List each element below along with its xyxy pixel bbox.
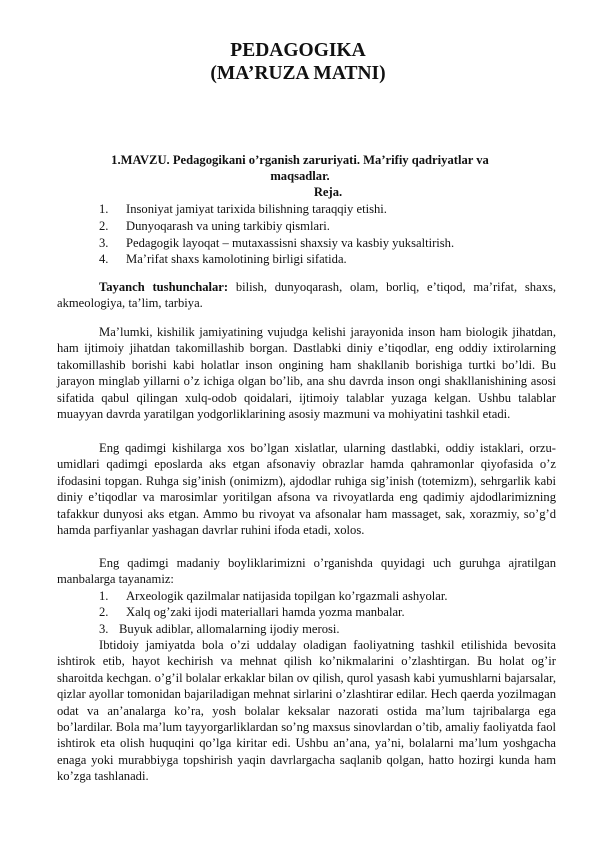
plan-heading: Reja. (313, 185, 343, 199)
topic-heading: 1.MAVZU. Pedagogikani o’rganish zaruriyati. Ma’rifiy qadriyatlar va maqsadlar. (111, 153, 489, 183)
document-title: PEDAGOGIKA (230, 40, 366, 61)
paragraph-4: Ibtidoiy jamiyatda bola o’zi uddalay oladigan faoliyatning tashkil etilishida bevosita ishtirok etib, hayot kechirish va mehnat qilish ko’nikmalarini o’zlashtirgan. Bu holat og’ir sharoitda kechgan. o’g’il bolalar erkaklar bilan ov qilish, qurol yasash kabi yumushlarni bajarsalar, qizlar ayollar tomonidan bajariladigan mehnat sirlarini o’zlashtirar edilar. Hech qaerda yozilmagan odat va an’analarga ko’ra, yosh bolalar keksalar nazorati ostida ma’lum tajribalarga ega bo’lardilar. Bola ma’lum tayyorgarliklardan so’ng maxsus sinovlardan o’tib, amaliy faoliyatda faol ishtirok eta olish huquqini qo’lga kiritar edi. Ushbu an’ana, ya’ni, bolalarni ma’lum yoshgacha enaga yoki murabbiyga topshirish yaqin davrlargacha saqlanib qolgan, hatto hozirgi kunda ham ko’zga tashlanadi. (57, 638, 556, 784)
plan-item (99, 235, 559, 252)
source-item-number: 1. (99, 589, 109, 603)
key-terms-label: Tayanch tushunchalar: (99, 280, 229, 294)
source-item (99, 621, 559, 637)
key-terms-text: bilish, dunyoqarash, olam, borliq, e’tiqod, ma’rifat, shaxs, akmeologiya, ta’lim, tarbiya. (57, 280, 557, 311)
source-item-text: Arxeologik qazilmalar natijasida topilgan ko’rgazmali ashyolar. (126, 589, 448, 603)
key-terms-paragraph (57, 279, 556, 312)
sources-list (99, 588, 559, 637)
plan-item-text: Ma’rifat shaxs kamolotining birligi sifatida. (126, 252, 347, 267)
source-item (99, 604, 559, 620)
plan-item-text: Insoniyat jamiyat tarixida bilishning taraqqiy etishi. (126, 202, 387, 216)
plan-item (99, 218, 559, 235)
plan-item-text: Dunyoqarash va uning tarkibiy qismlari. (126, 218, 330, 233)
source-item-text: Buyuk adiblar, allomalarning ijodiy merosi. (119, 621, 340, 636)
source-item-number: 2. (99, 605, 109, 620)
plan-item-text: Pedagogik layoqat – mutaxassisni shaxsiy va kasbiy yuksaltirish. (126, 235, 455, 250)
plan-item (99, 201, 559, 218)
document-subtitle: (MA’RUZA MATNI) (210, 63, 386, 84)
plan-item (99, 251, 559, 268)
plan-item-number: 1. (99, 202, 109, 216)
paragraph-1: Ma’lumki, kishilik jamiyatining vujudga kelishi jarayonida inson ham biologik jihatdan, ham ijtimoiy jihatdan takomillashib borgan. Dastlabki diniy e’tiqodlar, eng oddiy ixtirolarning takomillashib borishi kabi holatlar inson ongining ham shakllanib borishiga turtki bo’ldi. Bu jarayon minglab yillarni o’z ichiga olgan bo’lib, ana shu davrda inson ongi shakllanishining asosi sifatida qabul qilingan xulq-odob qoidalari, ijtimoiy talablar yuzaga kelgan. Ushbu talablar muayyan davrda yaratilgan yodgorliklarining asosiy mazmuni va mohiyatini tashkil etadi. (57, 325, 556, 422)
source-item (99, 588, 559, 604)
plan-item-number: 4. (99, 252, 109, 267)
paragraph-2: Eng qadimgi kishilarga xos bo’lgan xislatlar, ularning dastlabki, oddiy istaklari, orzu-umidlari qadimgi eposlarda aks etgan afsonaviy obrazlar hamda qahramonlar qiyofasida o’z ifodasini topgan. Ruhga sig’inish (onimizm), ajdodlar ruhiga sig’inish (totemizm), sehrgarlik kabi diniy e’tiqodlar va marosimlar yoritilgan afsona va rivoyatlarda eng qadimiy ajdodlarimizning tafakkur dunyosi aks etgan. Ammo bu rivoyat va afsonalar ham massaget, sak, xorazmiy, so’g’d hamda parfiyanlar yashagan davrlar ruhini ifoda etadi, xolos. (57, 441, 556, 538)
plan-list (99, 201, 559, 268)
source-item-number: 3. (99, 621, 109, 636)
source-item-text: Xalq og’zaki ijodi materiallari hamda yozma manbalar. (126, 605, 405, 620)
plan-item-number: 3. (99, 235, 109, 250)
plan-item-number: 2. (99, 218, 109, 233)
paragraph-3: Eng qadimgi madaniy boyliklarimizni o’rganishda quyidagi uch guruhga ajratilgan manbalarga tayanamiz: (57, 556, 556, 587)
